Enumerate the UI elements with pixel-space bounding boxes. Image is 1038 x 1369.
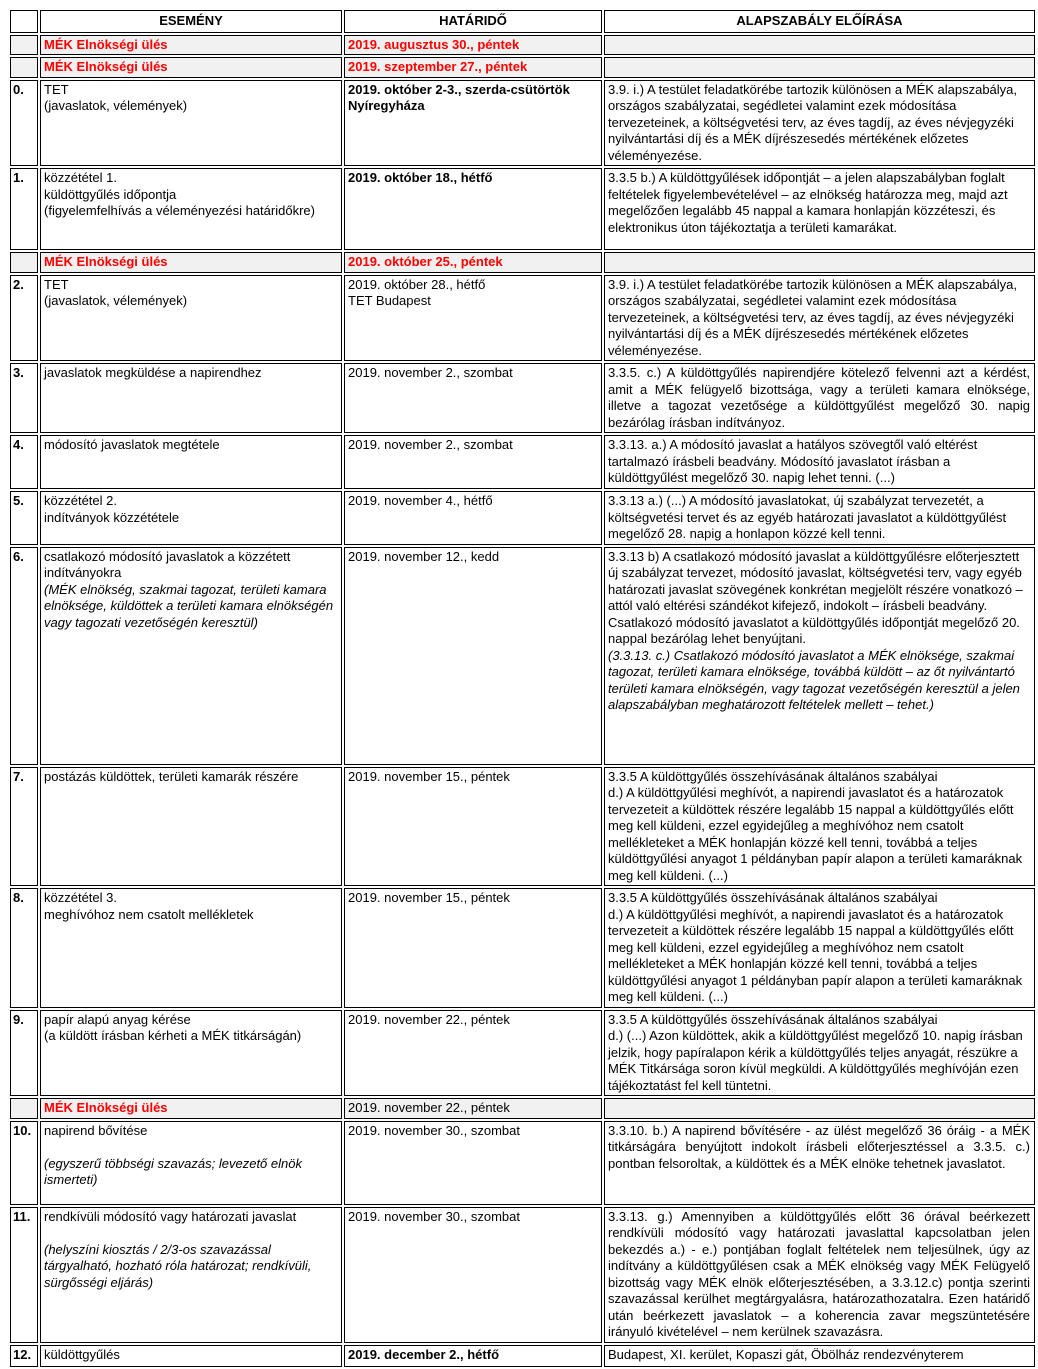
- table-row: [10, 168, 1035, 250]
- presidium-row: [10, 1098, 1035, 1119]
- table-row: [10, 491, 1035, 545]
- text-line: napirend bővítése: [44, 1122, 148, 1138]
- presidium-row: [10, 35, 1035, 56]
- text-line: 2019. szeptember 27., péntek: [348, 59, 528, 74]
- text-line: 3.3.13 a.) (...) A módosító javaslatokat, új szabályzat tervezetét, a költségvetési tervet és az egyéb határozati javaslatot a küldöttgyűlést megelőző 28. napig a honlapon közzé kell tenni.: [608, 493, 1007, 541]
- deadline-cell: [344, 57, 602, 78]
- deadline-cell: [344, 888, 602, 1008]
- text-line: TET: [44, 276, 69, 292]
- text-line: 3.3.5 A küldöttgyűlés összehívásának általános szabályai: [608, 1011, 938, 1027]
- text-line: postázás küldöttek, területi kamarák részére: [44, 768, 299, 784]
- text-line: 2019. december 2., hétfő: [348, 1346, 500, 1362]
- text-line: küldöttgyűlés időpontja: [44, 186, 177, 202]
- event-cell: [40, 1098, 342, 1119]
- text-line: közzététel 3.: [44, 890, 117, 905]
- text-line: 3.3.13. g.) Amennyiben a küldöttgyűlés előtt 36 órával beérkezett rendkívüli módosító vagy határozati javaslattal kapcsolatban jelen bekezdés a.) - e.) pontjában foglalt feltételek nem teljesülnek, úgy az indítvány a küldöttgyűlésen csak a MÉK elnökség vagy MÉK Felügyelő bizottság vagy MÉK elnök előterjesztésében, a 3.3.12.c) pontja szerinti szavazással kerülhet megtárgyalásra, határozathozatalra. Ezen határidő után beérkezett javaslatok – a koherencia zavar megszüntetésére irányuló kivételével – nem kerülnek szavazásra.: [608, 1208, 1030, 1339]
- table-row: [10, 435, 1035, 489]
- rule-cell: [604, 1121, 1035, 1205]
- event-cell: [40, 1010, 342, 1097]
- deadline-cell: [344, 363, 602, 433]
- deadline-cell: [344, 435, 602, 489]
- text-line: 9.: [13, 1011, 24, 1027]
- rule-cell: [604, 35, 1035, 56]
- text-line: 3.3.13 b) A csatlakozó módosító javaslat a küldöttgyűlésre előterjesztett új szabályzat tervezet, módosító javaslat, költségvetési terv, vagy egyéb határozati javaslat szövegének konkrétan megjelölt részére vonatkozó – attól való eltérési szándékot kifejező, indokolt – írásbeli beadvány. Csatlakozó módosító javaslatot a küldöttgyűlés időpontját megelőző 20. nappal bezárólag lehet benyújtani.: [608, 548, 1023, 646]
- row-number-cell: [10, 491, 38, 545]
- deadline-cell: [344, 275, 602, 362]
- deadline-cell: [344, 168, 602, 250]
- table-row: [10, 1345, 1035, 1367]
- text-line: 3.3.5. c.) A küldöttgyűlés napirendjére kötelező felvenni azt a kérdést, amit a MÉK felügyelő bizottsága, vagy a területi kamara elnöksége, illetve a tagozat vezetősége a küldöttgyűlést megelőző 30. napig bezárólag írásban indítványoz.: [608, 365, 1030, 430]
- event-cell: [40, 491, 342, 545]
- event-cell: [40, 168, 342, 250]
- row-number-cell: [10, 888, 38, 1008]
- row-number-cell: [10, 1121, 38, 1205]
- text-line: 3.9. i.) A testület feladatkörébe tartozik különösen a MÉK alapszabálya, országos szabályzatai, segédletei valamint ezek módosítása tervezeteinek, a költségvetési terv, az éves tagdíj, az éves névjegyzéki nyilvántartási díj és a MÉK díjrészesedés mértékének előzetes véleményezése.: [608, 276, 1018, 358]
- text-line: 2019. november 12., kedd: [348, 548, 500, 564]
- text-line: TET: [44, 81, 69, 97]
- text-line: (3.3.13. c.) Csatlakozó módosító javaslatot a MÉK elnöksége, szakmai tagozat, területi kamara elnöksége, továbbá küldött – az őt nyilvántartó területi kamara elnökségén, vagy tagozat vezetőségén keresztül a jelen alapszabályban meghatározott feltételek mellett – tehet.): [608, 647, 1020, 712]
- text-line: 3.3.5 A küldöttgyűlés összehívásának általános szabályai: [608, 768, 938, 784]
- text-line: módosító javaslatok megtétele: [44, 437, 220, 452]
- text-line: d.) A küldöttgyűlési meghívót, a napirendi javaslatot és a határozatok tervezeteit a küldöttek részére legalább 15 nappal a küldöttgyűlés előtt meg kell küldeni, ezzel egyidejűleg a meghívóhoz nem csatolt mellékleteket a MÉK honlapján közzé kell tenni, továbbá a teljes küldöttgyűlési anyagot 1 példányban papír alapon a területi kamaráknak meg kell küldeni. (...): [608, 906, 1023, 1004]
- text-line: 2019. november 15., péntek: [348, 768, 510, 784]
- event-cell: [40, 275, 342, 362]
- text-line: d.) (...) Azon küldöttek, akik a küldöttgyűlést megelőző 10. napig írásban jelzik, hogy papíralapon kérik a küldöttgyűlés teljes anyagát, részükre a MÉK Titkársága soron kívül megküldi. A küldöttgyűlés meghívóján ezen tájékoztatást fel kell tüntetni.: [608, 1028, 1023, 1093]
- text-line: (egyszerű többségi szavazás; levezető elnök ismerteti): [44, 1155, 302, 1187]
- deadline-cell: [344, 1121, 602, 1205]
- rule-cell: [604, 888, 1035, 1008]
- text-line: közzététel 2.: [44, 493, 117, 508]
- row-number-cell: [10, 35, 38, 56]
- text-line: 5.: [13, 493, 24, 508]
- rule-cell: [604, 491, 1035, 545]
- row-number-cell: [10, 57, 38, 78]
- column-header-event: ESEMÉNY: [40, 10, 342, 33]
- row-number-cell: [10, 363, 38, 433]
- text-line: 2019. november 2., szombat: [348, 437, 513, 452]
- text-line: 8.: [13, 890, 24, 905]
- deadline-cell: [344, 252, 602, 273]
- event-cell: [40, 1207, 342, 1343]
- deadline-cell: [344, 1010, 602, 1097]
- text-line: 1.: [13, 170, 24, 185]
- text-line: MÉK Elnökségi ülés: [44, 254, 168, 269]
- text-line: 12.: [13, 1346, 32, 1362]
- text-line: [44, 1225, 337, 1242]
- schedule-table: [8, 8, 1037, 1369]
- text-line: Budapest, XI. kerület, Kopaszi gát, Öbölház rendezvényterem: [608, 1346, 964, 1362]
- text-line: 2019. október 25., péntek: [348, 254, 503, 269]
- deadline-cell: [344, 767, 602, 887]
- table-row: [10, 1207, 1035, 1343]
- text-line: 2019. október 28., hétfő: [348, 276, 486, 292]
- table-row: [10, 888, 1035, 1008]
- row-number-cell: [10, 80, 38, 167]
- table-row: [10, 275, 1035, 362]
- text-line: 2019. november 2., szombat: [348, 365, 513, 380]
- deadline-cell: [344, 35, 602, 56]
- text-line: 2019. november 30., szombat: [348, 1122, 520, 1138]
- event-cell: [40, 1121, 342, 1205]
- text-line: 2019. augusztus 30., péntek: [348, 36, 520, 52]
- row-number-cell: [10, 435, 38, 489]
- column-header-rule: ALAPSZABÁLY ELŐÍRÁSA: [604, 10, 1035, 33]
- table-header: [10, 10, 1035, 33]
- row-number-cell: [10, 275, 38, 362]
- text-line: 2019. október 18., hétfő: [348, 170, 493, 185]
- text-line: 2019. november 4., hétfő: [348, 493, 493, 508]
- text-line: (a küldött írásban kérheti a MÉK titkárságán): [44, 1028, 302, 1043]
- text-line: csatlakozó módosító javaslatok a közzétett indítványokra: [44, 548, 291, 580]
- event-cell: [40, 363, 342, 433]
- column-header-blank: [10, 10, 38, 33]
- row-number-cell: [10, 1345, 38, 1367]
- text-line: 11.: [13, 1208, 31, 1224]
- table-row: [10, 80, 1035, 167]
- deadline-cell: [344, 80, 602, 167]
- row-number-cell: [10, 168, 38, 250]
- rule-cell: [604, 1010, 1035, 1097]
- row-number-cell: [10, 1207, 38, 1343]
- text-line: (MÉK elnökség, szakmai tagozat, területi kamara elnöksége, küldöttek a területi kamara elnökségén vagy tagozati vezetőségén keresztül): [44, 581, 334, 630]
- deadline-cell: [344, 1098, 602, 1119]
- text-line: [44, 1139, 337, 1156]
- rule-cell: [604, 547, 1035, 765]
- deadline-cell: [344, 1345, 602, 1367]
- row-number-cell: [10, 252, 38, 273]
- text-line: 2019. október 2-3., szerda-csütörtök: [348, 81, 570, 97]
- event-cell: [40, 35, 342, 56]
- rule-cell: [604, 252, 1035, 273]
- text-line: indítványok közzététele: [44, 509, 180, 525]
- text-line: 3.3.5 A küldöttgyűlés összehívásának általános szabályai: [608, 890, 938, 905]
- text-line: Nyíregyháza: [348, 98, 425, 113]
- event-cell: [40, 767, 342, 887]
- row-number-cell: [10, 1098, 38, 1119]
- text-line: 3.3.13. a.) A módosító javaslat a hatályos szövegtől való eltérést tartalmazó írásbeli beadvány. Módosító javaslatot írásban a küldöttgyűlést megelőző 30. napig lehet tenni. (...): [608, 437, 978, 485]
- text-line: (javaslatok, vélemények): [44, 98, 188, 113]
- rule-cell: [604, 363, 1035, 433]
- table-row: [10, 1010, 1035, 1097]
- text-line: 4.: [13, 437, 24, 452]
- event-cell: [40, 1345, 342, 1367]
- text-line: 3.3.10. b.) A napirend bővítésére - az ülést megelőző 36 óráig - a MÉK titkárságára benyújtott indokolt írásbeli előterjesztéssel a 3.3.5. c.) pontban felsoroltak, a küldöttek és a MÉK elnöke tehetnek javaslatot.: [608, 1122, 1030, 1171]
- presidium-row: [10, 252, 1035, 273]
- column-header-deadline: HATÁRIDŐ: [344, 10, 602, 33]
- event-cell: [40, 888, 342, 1008]
- deadline-cell: [344, 491, 602, 545]
- rule-cell: [604, 80, 1035, 167]
- event-cell: [40, 252, 342, 273]
- text-line: 3.9. i.) A testület feladatkörébe tartozik különösen a MÉK alapszabálya, országos szabályzatai, segédletei valamint ezek módosítása tervezeteinek, a költségvetési terv, az éves tagdíj, az éves névjegyzéki nyilvántartási díj és a MÉK díjrészesedés mértékének előzetes véleményezése.: [608, 81, 1018, 163]
- text-line: 2019. november 15., péntek: [348, 890, 510, 905]
- text-line: 3.: [13, 365, 24, 380]
- text-line: MÉK Elnökségi ülés: [44, 36, 168, 52]
- text-line: (figyelemfelhívás a véleményezési határidőkre): [44, 203, 315, 218]
- text-line: meghívóhoz nem csatolt mellékletek: [44, 906, 254, 922]
- table-row: [10, 363, 1035, 433]
- text-line: küldöttgyűlés: [44, 1346, 120, 1362]
- rule-cell: [604, 57, 1035, 78]
- table-row: [10, 1121, 1035, 1205]
- text-line: közzététel 1.: [44, 170, 117, 185]
- row-number-cell: [10, 1010, 38, 1097]
- event-cell: [40, 547, 342, 765]
- table-row: [10, 547, 1035, 765]
- row-number-cell: [10, 547, 38, 765]
- text-line: 7.: [13, 768, 24, 784]
- deadline-cell: [344, 547, 602, 765]
- text-line: (javaslatok, vélemények): [44, 293, 188, 308]
- text-line: 2019. november 22., péntek: [348, 1100, 510, 1115]
- text-line: 6.: [13, 548, 24, 564]
- text-line: 3.3.5 b.) A küldöttgyűlések időpontját – a jelen alapszabályban foglalt feltételek figyelembevételével – az elnökség határozza meg, majd azt megelőzően legalább 45 nappal a kamara honlapján közzéteszi, és elektronikus úton tájékoztatja a területi kamarákat.: [608, 170, 1008, 235]
- text-line: MÉK Elnökségi ülés: [44, 59, 168, 74]
- text-line: 2019. november 22., péntek: [348, 1011, 510, 1027]
- rule-cell: [604, 767, 1035, 887]
- row-number-cell: [10, 767, 38, 887]
- text-line: 2.: [13, 276, 24, 292]
- table-row: [10, 767, 1035, 887]
- header-row: [10, 10, 1035, 33]
- text-line: TET Budapest: [348, 293, 431, 308]
- rule-cell: [604, 168, 1035, 250]
- text-line: MÉK Elnökségi ülés: [44, 1100, 168, 1115]
- rule-cell: [604, 275, 1035, 362]
- text-line: papír alapú anyag kérése: [44, 1011, 191, 1027]
- rule-cell: [604, 435, 1035, 489]
- table-body: [10, 35, 1035, 1367]
- rule-cell: [604, 1345, 1035, 1367]
- rule-cell: [604, 1098, 1035, 1119]
- text-line: d.) A küldöttgyűlési meghívót, a napirendi javaslatot és a határozatok tervezeteit a küldöttek részére legalább 15 nappal a küldöttgyűlés előtt meg kell küldeni, ezzel egyidejűleg a meghívóhoz nem csatolt mellékleteket a MÉK honlapján közzé kell tenni, továbbá a teljes küldöttgyűlési anyagot 1 példányban papír alapon a területi kamaráknak meg kell küldeni. (...): [608, 785, 1023, 883]
- text-line: 10.: [13, 1122, 32, 1138]
- deadline-cell: [344, 1207, 602, 1343]
- text-line: javaslatok megküldése a napirendhez: [44, 365, 262, 380]
- text-line: (helyszíni kiosztás / 2/3-os szavazással tárgyalható, hozható róla határozat; rendkívüli, sürgősségi eljárás): [44, 1241, 312, 1290]
- rule-cell: [604, 1207, 1035, 1343]
- text-line: 0.: [13, 81, 24, 97]
- text-line: rendkívüli módosító vagy határozati javaslat: [44, 1208, 297, 1224]
- event-cell: [40, 57, 342, 78]
- event-cell: [40, 80, 342, 167]
- presidium-row: [10, 57, 1035, 78]
- event-cell: [40, 435, 342, 489]
- text-line: 2019. november 30., szombat: [348, 1208, 520, 1224]
